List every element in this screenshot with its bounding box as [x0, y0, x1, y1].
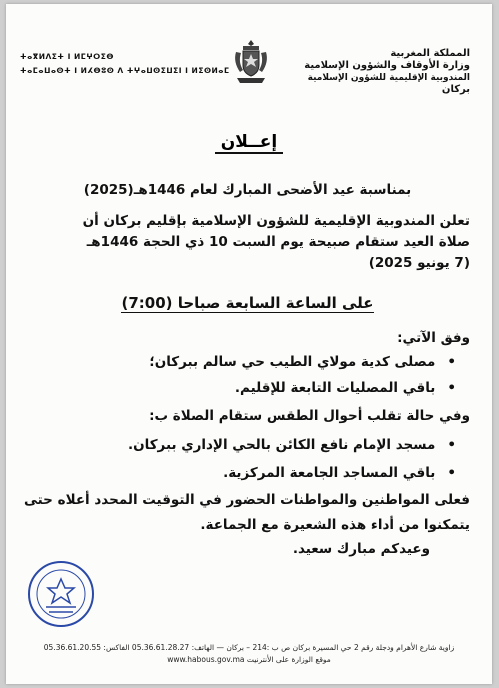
tifinagh-line-1: ⵜⴰⴳⵍⴷⵉⵜ ⵏ ⵍⵎⵖⵔⵉⴱ	[20, 52, 114, 61]
locations-block	[25, 327, 470, 561]
date-line: صلاة العيد ستقام صبيحة يوم السبت 10 ذي الحجة 1446هـ	[86, 234, 470, 250]
list-item: • باقي المصليات التابعة للإقليم.	[25, 375, 470, 401]
announce-line: تعلن المندوبية الإقليمية للشؤون الإسلامية بإقليم بركان أن	[82, 213, 470, 229]
header-line-city: بركان	[441, 84, 470, 95]
list-item: • باقي المساجد الجامعة المركزية.	[25, 459, 470, 487]
header-line-kingdom: المملكة المغربية	[390, 48, 470, 59]
header-arabic	[304, 48, 470, 96]
according-label: وفق الآتي:	[397, 330, 470, 346]
footer-website: موقع الوزارة على الأنترنيت www.habous.gov.ma	[167, 655, 331, 664]
tifinagh-line-2: ⵜⴰⵎⴰⵡⴰⵙⵜ ⵏ ⵍⵃⴱⵓⵙ ⴷ ⵜⵖⴰⵡⵙⵉⵡⵉⵏ ⵏ ⵍⵉⵙⵍⴰⵎ	[20, 66, 230, 75]
document-page	[6, 4, 492, 684]
weather-line: وفي حالة تقلب أحوال الطقس ستقام الصلاة ب:	[149, 408, 470, 424]
announcement-body	[25, 182, 470, 198]
closing-line-1: فعلى المواطنين والمواطنات الحضور في التوقيت المحدد أعلاه حتى	[24, 492, 470, 508]
closing-line-2: يتمكنوا من أداء هذه الشعيرة مع الجماعة.	[200, 517, 470, 533]
body-block-2	[25, 211, 470, 274]
header-line-ministry: وزارة الأوقاف والشؤون الإسلامية	[304, 60, 470, 71]
time-line: على الساعة السابعة صباحا (7:00)	[121, 294, 374, 312]
announcement-title: إعــلان	[6, 132, 492, 152]
list-item: • مسجد الإمام نافع الكائن بالحي الإداري ببركان.	[25, 431, 470, 459]
footer-address: زاوية شارع الأهرام ودجلة رقم 2 حي المسيرة بركان ص ب :214 – بركان — الهاتف: 05.36.61.28.27 الفاكس: 05.36.61.20.55	[43, 643, 455, 652]
header-tifinagh	[20, 50, 230, 78]
official-stamp-icon	[26, 559, 96, 629]
header-line-delegation: المندوبية الإقليمية للشؤون الإسلامية	[307, 73, 470, 83]
list-item: • مصلى كدية مولاي الطيب حي سالم ببركان؛	[25, 349, 470, 375]
occasion-line: بمناسبة عيد الأضحى المبارك لعام 1446هـ(2025)	[83, 182, 412, 198]
gregorian-date-line: (7 يونيو 2025)	[368, 255, 470, 271]
closing-greeting: وعيدكم مبارك سعيد.	[292, 541, 430, 557]
coat-of-arms-icon	[231, 38, 271, 86]
